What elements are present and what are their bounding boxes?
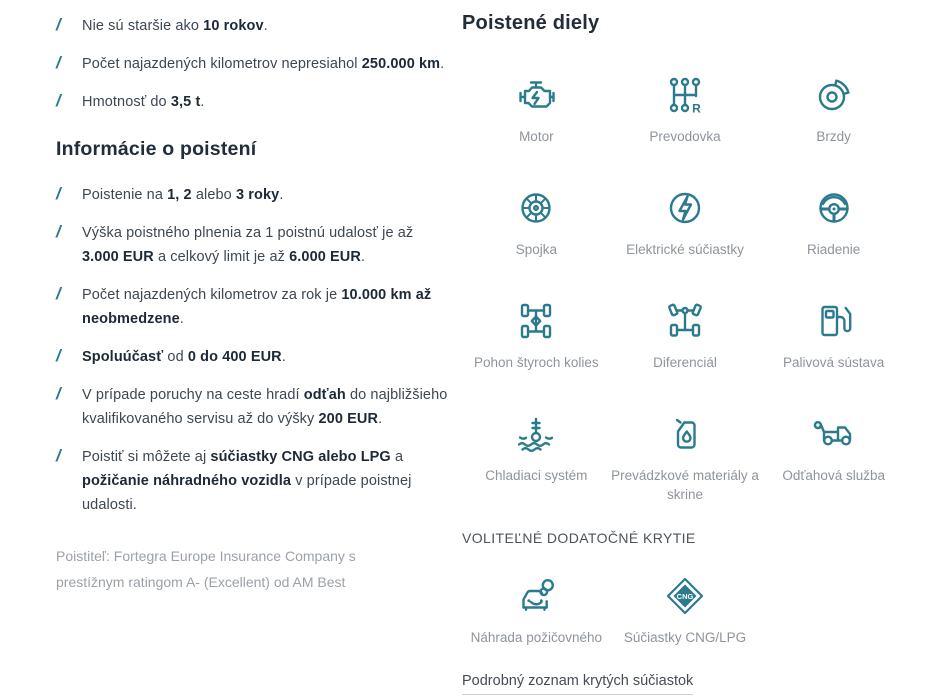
list-item: [56, 383, 454, 431]
fuel-system-icon: [810, 297, 858, 345]
slash-bullet-icon: /: [56, 91, 61, 110]
icon-box: [512, 69, 560, 119]
part-item-towing: [759, 408, 908, 504]
insurance-info-heading: Informácie o poistení: [56, 138, 257, 160]
bullet-text: V prípade poruchy na ceste hradí odťah do najbližšieho kvalifikovaného servisu až do výšky 200 EUR.: [82, 387, 448, 427]
icon-box: [810, 182, 858, 232]
list-item: [56, 283, 454, 331]
part-item-cng-lpg: [611, 570, 760, 647]
cng-badge-icon: [661, 572, 709, 620]
insurer-note: Poistiteľ: Fortegra Europe Insurance Company s prestížnym ratingom A- (Excellent) od AM Best: [56, 548, 356, 590]
slash-bullet-icon: /: [56, 446, 61, 465]
list-item: [56, 52, 454, 76]
insured-parts-grid: [462, 69, 908, 504]
slash-bullet-icon: /: [56, 346, 61, 365]
vehicle-conditions-list: [56, 14, 454, 114]
part-item-four-wheel-drive: [462, 295, 611, 372]
steering-icon: [810, 184, 858, 232]
part-item-fluids: [611, 408, 760, 504]
clutch-icon: [512, 184, 560, 232]
part-label: Riadenie: [807, 242, 861, 257]
part-label: Chladiaci systém: [485, 468, 588, 483]
part-item-rental: [462, 570, 611, 647]
differential-icon: [661, 297, 709, 345]
part-label: Prevodovka: [649, 129, 721, 144]
insured-parts-heading: Poistené diely: [462, 12, 600, 34]
icon-box: [810, 408, 858, 458]
bullet-text: Hmotnosť do 3,5 t.: [82, 94, 205, 110]
icon-box: [661, 69, 709, 119]
bullet-text: Výška poistného plnenia za 1 poistnú udalosť je až 3.000 EUR a celkový limit je až 6.000 EUR.: [82, 225, 414, 265]
part-label: Diferenciál: [653, 355, 717, 370]
part-item-motor: [462, 69, 611, 146]
slash-bullet-icon: /: [56, 222, 61, 241]
cooling-system-icon: [512, 410, 560, 458]
icon-box: [661, 408, 709, 458]
bullet-text: Počet najazdených kilometrov za rok je 10.000 km až neobmedzene.: [82, 287, 432, 327]
part-label: Motor: [519, 129, 554, 144]
icon-box: [810, 295, 858, 345]
four-wheel-drive-icon: [512, 297, 560, 345]
icon-box: [512, 182, 560, 232]
optional-coverage-grid: [462, 570, 908, 647]
slash-bullet-icon: /: [56, 184, 61, 203]
svg-text:CNG: CNG: [676, 591, 694, 601]
list-item: [56, 14, 454, 38]
list-item: [56, 183, 454, 207]
brakes-icon: [810, 71, 858, 119]
part-item-steering: [759, 182, 908, 259]
slash-bullet-icon: /: [56, 384, 61, 403]
part-item-gearbox: [611, 69, 760, 146]
right-column: [462, 12, 908, 695]
icon-box: [512, 570, 560, 620]
icon-box: [661, 182, 709, 232]
fluids-icon: [661, 410, 709, 458]
list-item: [56, 345, 454, 369]
list-item: [56, 90, 454, 114]
icon-box: [512, 408, 560, 458]
left-column: [56, 14, 454, 595]
engine-icon: [512, 71, 560, 119]
bullet-text: Poistiť si môžete aj súčiastky CNG alebo LPG a požičanie náhradného vozidla v prípade poistnej udalosti.: [82, 449, 412, 513]
svg-text:R: R: [692, 101, 701, 116]
covered-parts-link[interactable]: Podrobný zoznam krytých súčiastok: [462, 673, 693, 695]
part-item-differential: [611, 295, 760, 372]
tow-truck-icon: [810, 410, 858, 458]
slash-bullet-icon: /: [56, 284, 61, 303]
slash-bullet-icon: /: [56, 53, 61, 72]
list-item: [56, 221, 454, 269]
part-item-electrical: [611, 182, 760, 259]
icon-box: [512, 295, 560, 345]
part-label: Elektrické súčiastky: [626, 242, 744, 257]
bullet-text: Nie sú staršie ako 10 rokov.: [82, 18, 268, 34]
part-label: Prevádzkové materiály a skrine: [611, 468, 759, 502]
rental-car-icon: [512, 572, 560, 620]
icon-box: [661, 295, 709, 345]
part-item-brakes: [759, 69, 908, 146]
part-label: Palivová sústava: [783, 355, 885, 370]
optional-coverage-heading: VOLITEĽNÉ DODATOČNÉ KRYTIE: [462, 530, 696, 546]
part-label: Spojka: [515, 242, 557, 257]
icon-box: [810, 69, 858, 119]
part-label: Náhrada požičovného: [470, 630, 602, 645]
part-item-fuel-system: [759, 295, 908, 372]
part-label: Odťahová služba: [782, 468, 885, 483]
icon-box: [661, 570, 709, 620]
bullet-text: Počet najazdených kilometrov nepresiahol 250.000 km.: [82, 56, 445, 72]
bullet-text: Spoluúčasť od 0 do 400 EUR.: [82, 349, 286, 365]
part-label: Brzdy: [816, 129, 851, 144]
part-label: Pohon štyroch kolies: [474, 355, 599, 370]
slash-bullet-icon: /: [56, 15, 61, 34]
electrical-parts-icon: [661, 184, 709, 232]
part-item-clutch: [462, 182, 611, 259]
list-item: [56, 445, 454, 517]
part-label: Súčiastky CNG/LPG: [623, 630, 747, 645]
bullet-text: Poistenie na 1, 2 alebo 3 roky.: [82, 187, 284, 203]
insurance-info-list: [56, 183, 454, 517]
part-item-cooling: [462, 408, 611, 504]
gearbox-icon: [661, 71, 709, 119]
